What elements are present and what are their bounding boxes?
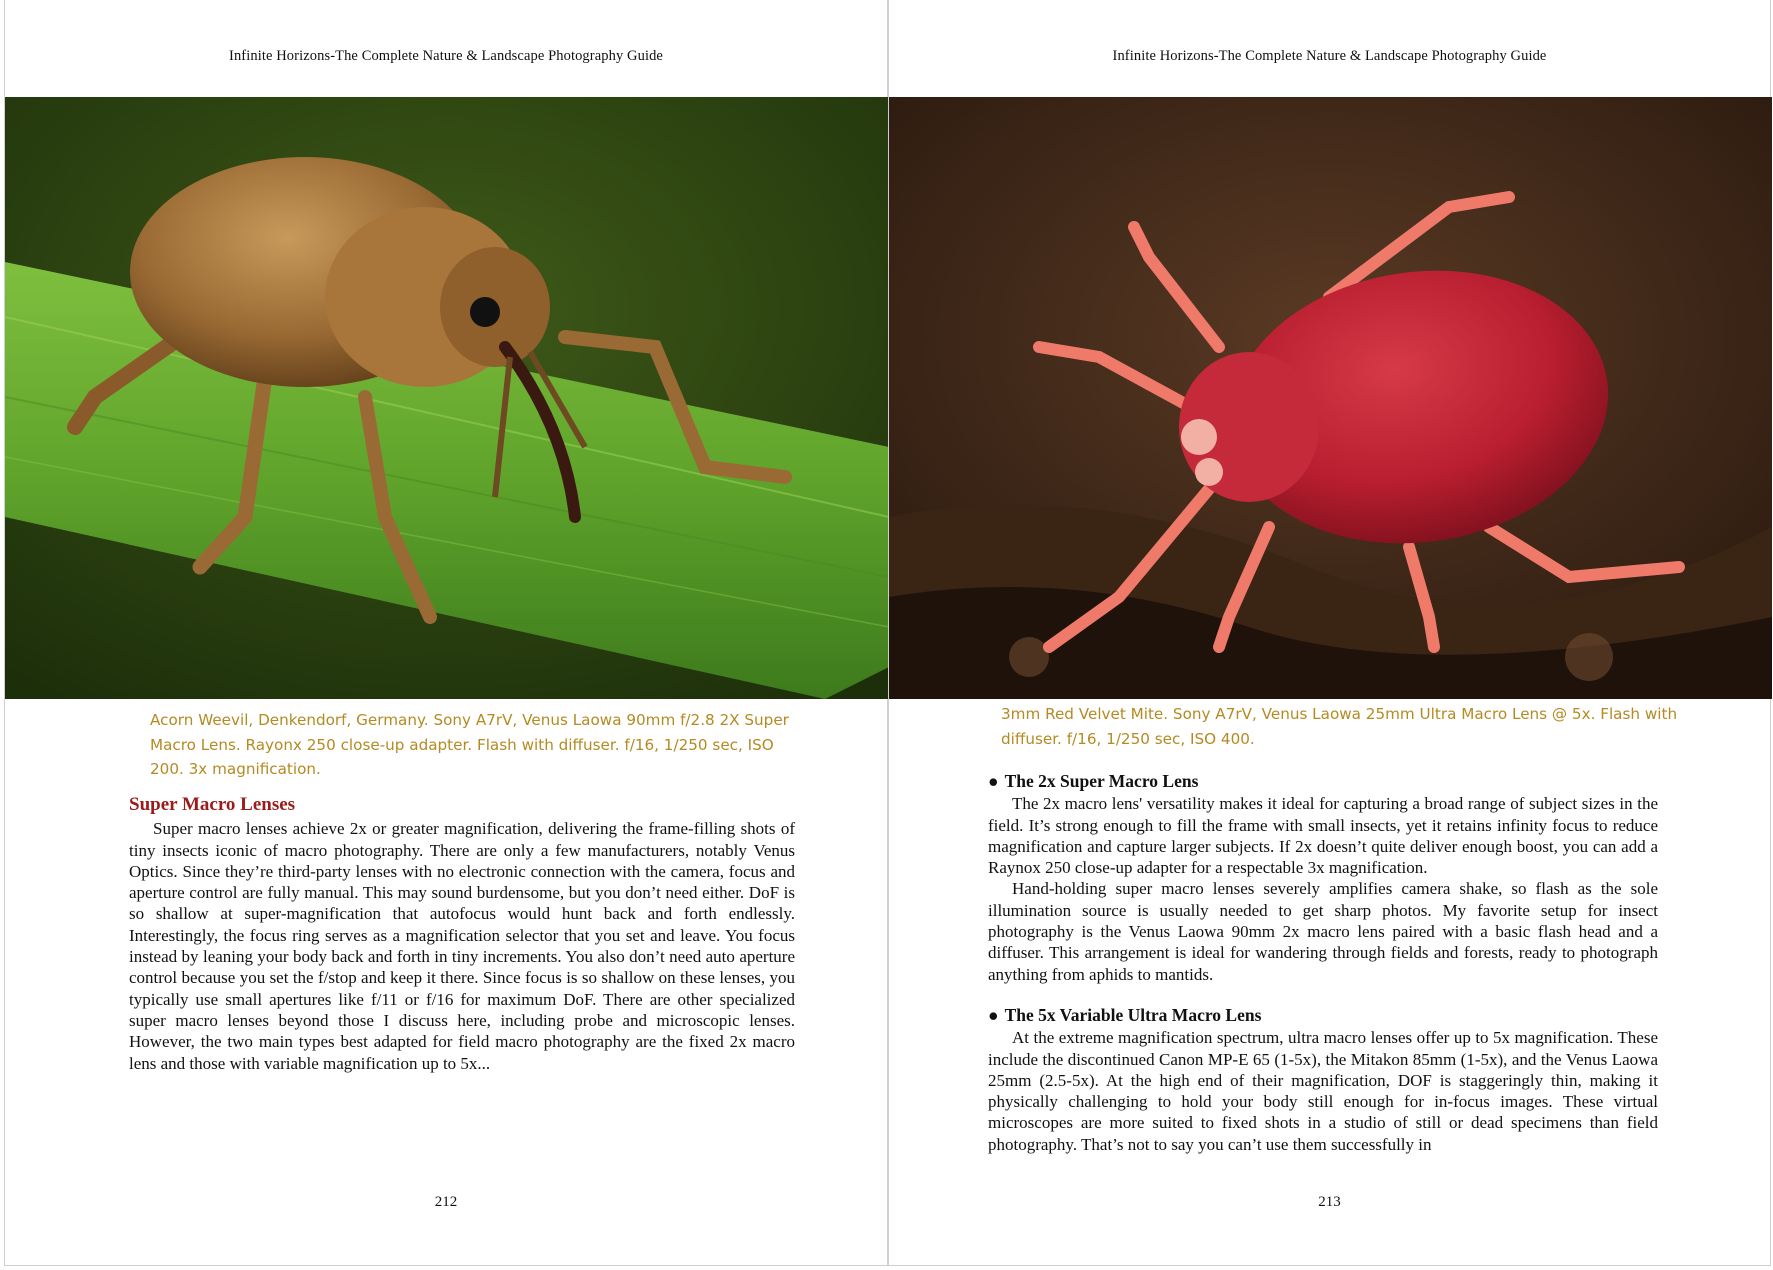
section-heading: Super Macro Lenses bbox=[129, 794, 296, 815]
bullet-icon: ● bbox=[988, 1004, 999, 1025]
bullet-heading-5x bbox=[988, 1005, 1658, 1026]
acorn-weevil-photo bbox=[5, 97, 889, 699]
weevil-illustration bbox=[5, 97, 889, 699]
paragraph: Super macro lenses achieve 2x or greater magnification, delivering the frame-filling shots of tiny insects iconic of macro photography. There are only a few manufacturers, notably Venus Optics. Since they’re third-party lenses with no electronic connection with the camera, focus and aperture control are fully manual. This may sound burdensome, but you don’t need either. DoF is so shallow at super-magnification that autofocus would hunt back and forth endlessly. Interestingly, the focus ring serves as a magnification selector that you set and leave. You focus instead by leaning your body back and forth in tiny increments. You also don’t need auto aperture control because you set the f/stop and keep it there. Since focus is so shallow on these lenses, you typically use small apertures like f/11 or f/16 for maximum DoF. There are other specialized super macro lenses beyond those I discuss here, including probe and microscopic lenses. However, the two main types best adapted for field macro photography are the fixed 2x macro lens and those with variable magnification up to 5x... bbox=[129, 819, 795, 1073]
mite-illustration bbox=[889, 97, 1772, 699]
page-number: 213 bbox=[1318, 1194, 1341, 1210]
photo-caption: 3mm Red Velvet Mite. Sony A7rV, Venus Laowa 25mm Ultra Macro Lens @ 5x. Flash with diffuser. f/16, 1/250 sec, ISO 400. bbox=[1001, 705, 1678, 748]
photo-caption: Acorn Weevil, Denkendorf, Germany. Sony A7rV, Venus Laowa 90mm f/2.8 2X Super Macro Lens. Rayonx 250 close-up adapter. Flash with diffuser. f/16, 1/250 sec, ISO 200. 3x magnification. bbox=[150, 711, 789, 778]
paragraph: Hand-holding super macro lenses severely amplifies camera shake, so flash as the sole illumination source is usually needed to get sharp photos. My favorite setup for insect photography is the Venus Laowa 90mm 2x macro lens paired with a basic flash head and a diffuser. This arrangement is ideal for wandering through fields and forests, ready to photograph anything from aphids to mantids. bbox=[988, 879, 1658, 984]
right-page bbox=[888, 0, 1771, 1266]
right-body-text bbox=[988, 771, 1658, 1155]
paragraph: At the extreme magnification spectrum, ultra macro lenses offer up to 5x magnification. These include the discontinued Canon MP-E 65 (1-5x), the Mitakon 85mm (1-5x), and the Venus Laowa 25mm (2.5-5x). At the high end of their magnification, DOF is staggeringly thin, making it physically challenging to hold your body still enough for in-focus images. These virtual microscopes are more suited to fixed shots in a studio of still or dead specimens than field photography. That’s not to say you can’t use them successfully in bbox=[988, 1028, 1658, 1154]
heading-text: The 5x Variable Ultra Macro Lens bbox=[1004, 1004, 1262, 1025]
red-velvet-mite-photo bbox=[889, 97, 1772, 699]
left-page bbox=[4, 0, 888, 1266]
section-gap bbox=[988, 985, 1658, 1005]
running-head: Infinite Horizons-The Complete Nature & Landscape Photography Guide bbox=[1112, 48, 1547, 64]
bullet-icon: ● bbox=[988, 771, 999, 791]
running-head: Infinite Horizons-The Complete Nature & Landscape Photography Guide bbox=[229, 48, 663, 64]
heading-text: The 2x Super Macro Lens bbox=[1004, 771, 1199, 791]
left-body-text bbox=[129, 794, 795, 1074]
bullet-heading-2x bbox=[988, 771, 1658, 792]
page-number: 212 bbox=[434, 1194, 458, 1210]
paragraph: The 2x macro lens' versatility makes it ideal for capturing a broad range of subject sizes in the field. It’s strong enough to fill the frame with small insects, yet it retains infinity focus to reduce magnification and capture larger subjects. If 2x doesn’t quite deliver enough boost, you can add a Raynox 250 close-up adapter for a respectable 3x magnification. bbox=[988, 794, 1658, 878]
